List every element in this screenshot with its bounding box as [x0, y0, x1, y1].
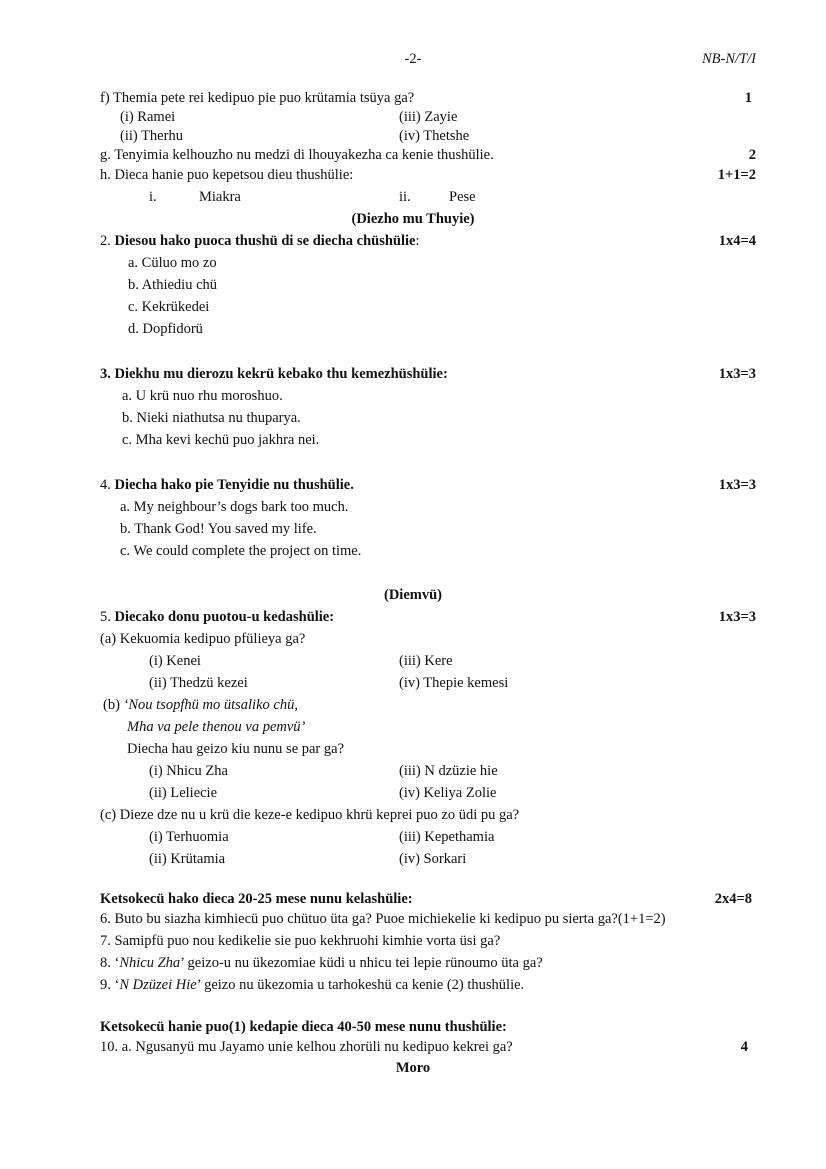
marks-3: 1x3=3: [718, 366, 756, 382]
question-2-colon: :: [415, 233, 420, 249]
question-2-item-b: b. Athiediu chü: [128, 277, 218, 293]
question-1h: h. Dieca hanie puo kepetsou dieu thushülie:: [100, 167, 354, 183]
question-8: [100, 956, 543, 971]
option-1h-ii-label: ii.: [399, 189, 411, 205]
option-5c-ii: (ii) Krütamia: [149, 851, 226, 867]
option-1f-i: (i) Ramei: [120, 109, 176, 125]
question-4-number: 4.: [100, 477, 111, 493]
option-1f-iii: (iii) Zayie: [399, 109, 458, 125]
question-2-number: 2.: [100, 233, 111, 249]
option-5a-iii: (iii) Kere: [399, 653, 453, 669]
question-1f: f) Themia pete rei kedipuo pie puo krütamia tsüya ga?: [100, 90, 415, 106]
question-2-item-d: d. Dopfidorü: [128, 321, 203, 337]
question-5-number: 5.: [100, 609, 111, 625]
option-1f-iv: (iv) Thetshe: [399, 128, 470, 144]
question-4-title: Diecha hako pie Tenyidie nu thushülie.: [114, 477, 354, 493]
marks-5: 1x3=3: [718, 609, 756, 625]
question-9: [100, 978, 524, 993]
question-7: 7. Samipfü puo nou kedikelie sie puo kekhruohi kimhie vorta üsi ga?: [100, 933, 501, 949]
option-1h-ii-text: Pese: [449, 189, 476, 205]
marks-short-answers: 2x4=8: [714, 891, 752, 907]
question-9-prefix: 9. ‘: [100, 977, 120, 993]
option-5b-iii: (iii) N dzüzie hie: [399, 763, 498, 779]
section-heading-poetry: (Diemvü): [384, 587, 442, 603]
page-footer-more: Moro: [395, 1060, 431, 1076]
page-number: -2-: [404, 51, 422, 67]
option-5a-i: (i) Kenei: [149, 653, 201, 669]
option-5c-iii: (iii) Kepethamia: [399, 829, 495, 845]
question-3-item-a: a. U krü nuo rhu moroshuo.: [122, 388, 283, 404]
question-4-item-a: a. My neighbour’s dogs bark too much.: [120, 499, 349, 515]
poem-line-1: ‘Nou tsopfhü mo ütsaliko chü,: [123, 697, 298, 713]
question-3: 3. Diekhu mu dierozu kekrü kebako thu kemezhüshülie:: [100, 366, 448, 382]
question-4: [100, 478, 354, 493]
question-2: [100, 234, 420, 249]
question-2-title: Diesou hako puoca thushü di se diecha chüshülie: [114, 233, 416, 249]
question-3-item-c: c. Mha kevi kechü puo jakhra nei.: [122, 432, 320, 448]
question-5c: (c) Dieze dze nu u krü die keze-e kedipuo khrü keprei puo zo üdi pu ga?: [100, 807, 520, 823]
option-1h-i-label: i.: [149, 189, 157, 205]
section-heading-short-answers: Ketsokecü hako dieca 20-25 mese nunu kelashülie:: [100, 891, 413, 907]
question-4-item-b: b. Thank God! You saved my life.: [120, 521, 317, 537]
option-5b-ii: (ii) Leliecie: [149, 785, 218, 801]
question-5: [100, 610, 334, 625]
marks-10a: 4: [740, 1039, 748, 1055]
question-8-title: Nhicu Zha: [119, 955, 181, 971]
question-1g: g. Tenyimia kelhouzho nu medzi di lhouyakezha ca kenie thushülie.: [100, 147, 494, 163]
option-5c-iv: (iv) Sorkari: [399, 851, 467, 867]
marks-1g: 2: [748, 147, 756, 163]
question-3-item-b: b. Nieki niathutsa nu thuparya.: [122, 410, 301, 426]
option-5b-iv: (iv) Keliya Zolie: [399, 785, 497, 801]
marks-2: 1x4=4: [718, 233, 756, 249]
question-5-title: Diecako donu puotou-u kedashülie:: [114, 609, 335, 625]
marks-4: 1x3=3: [718, 477, 756, 493]
section-heading-grammar: (Diezho mu Thuyie): [351, 211, 475, 227]
question-5b-line1: [103, 698, 298, 713]
question-6: 6. Buto bu siazha kimhiecü puo chütuo üta ga? Puoe michiekelie ki kedipuo pu sierta ga?(1+1=2): [100, 911, 666, 927]
option-5b-i: (i) Nhicu Zha: [149, 763, 228, 779]
option-1f-ii: (ii) Therhu: [120, 128, 183, 144]
question-5a: (a) Kekuomia kedipuo pfülieya ga?: [100, 631, 306, 647]
paper-code: NB-N/T/I: [702, 51, 756, 67]
poem-line-2: Mha va pele thenou va pemvü’: [127, 719, 306, 735]
option-1h-i-text: Miakra: [199, 189, 241, 205]
question-8-text: ’ geizo-u nu ükezomiae küdi u nhicu tei lepie rünoumo üta ga?: [180, 955, 543, 971]
question-5b-label: (b): [103, 697, 124, 713]
option-5a-iv: (iv) Thepie kemesi: [399, 675, 509, 691]
marks-1h: 1+1=2: [717, 167, 756, 183]
question-10a: 10. a. Ngusanyü mu Jayamo unie kelhou zhorüli nu kedipuo kekrei ga?: [100, 1039, 513, 1055]
marks-1f: 1: [744, 90, 752, 106]
question-9-title: N Dzüzei Hie: [119, 977, 197, 993]
option-5c-i: (i) Terhuomia: [149, 829, 229, 845]
question-8-prefix: 8. ‘: [100, 955, 120, 971]
question-2-item-a: a. Cüluo mo zo: [128, 255, 217, 271]
question-9-text: ’ geizo nu ükezomia u tarhokeshü ca kenie (2) thushülie.: [196, 977, 525, 993]
question-4-item-c: c. We could complete the project on time.: [120, 543, 362, 559]
question-2-item-c: c. Kekrükedei: [128, 299, 210, 315]
option-5a-ii: (ii) Thedzü kezei: [149, 675, 248, 691]
section-heading-long-answers: Ketsokecü hanie puo(1) kedapie dieca 40-50 mese nunu thushülie:: [100, 1019, 507, 1035]
question-5b: Diecha hau geizo kiu nunu se par ga?: [127, 741, 345, 757]
